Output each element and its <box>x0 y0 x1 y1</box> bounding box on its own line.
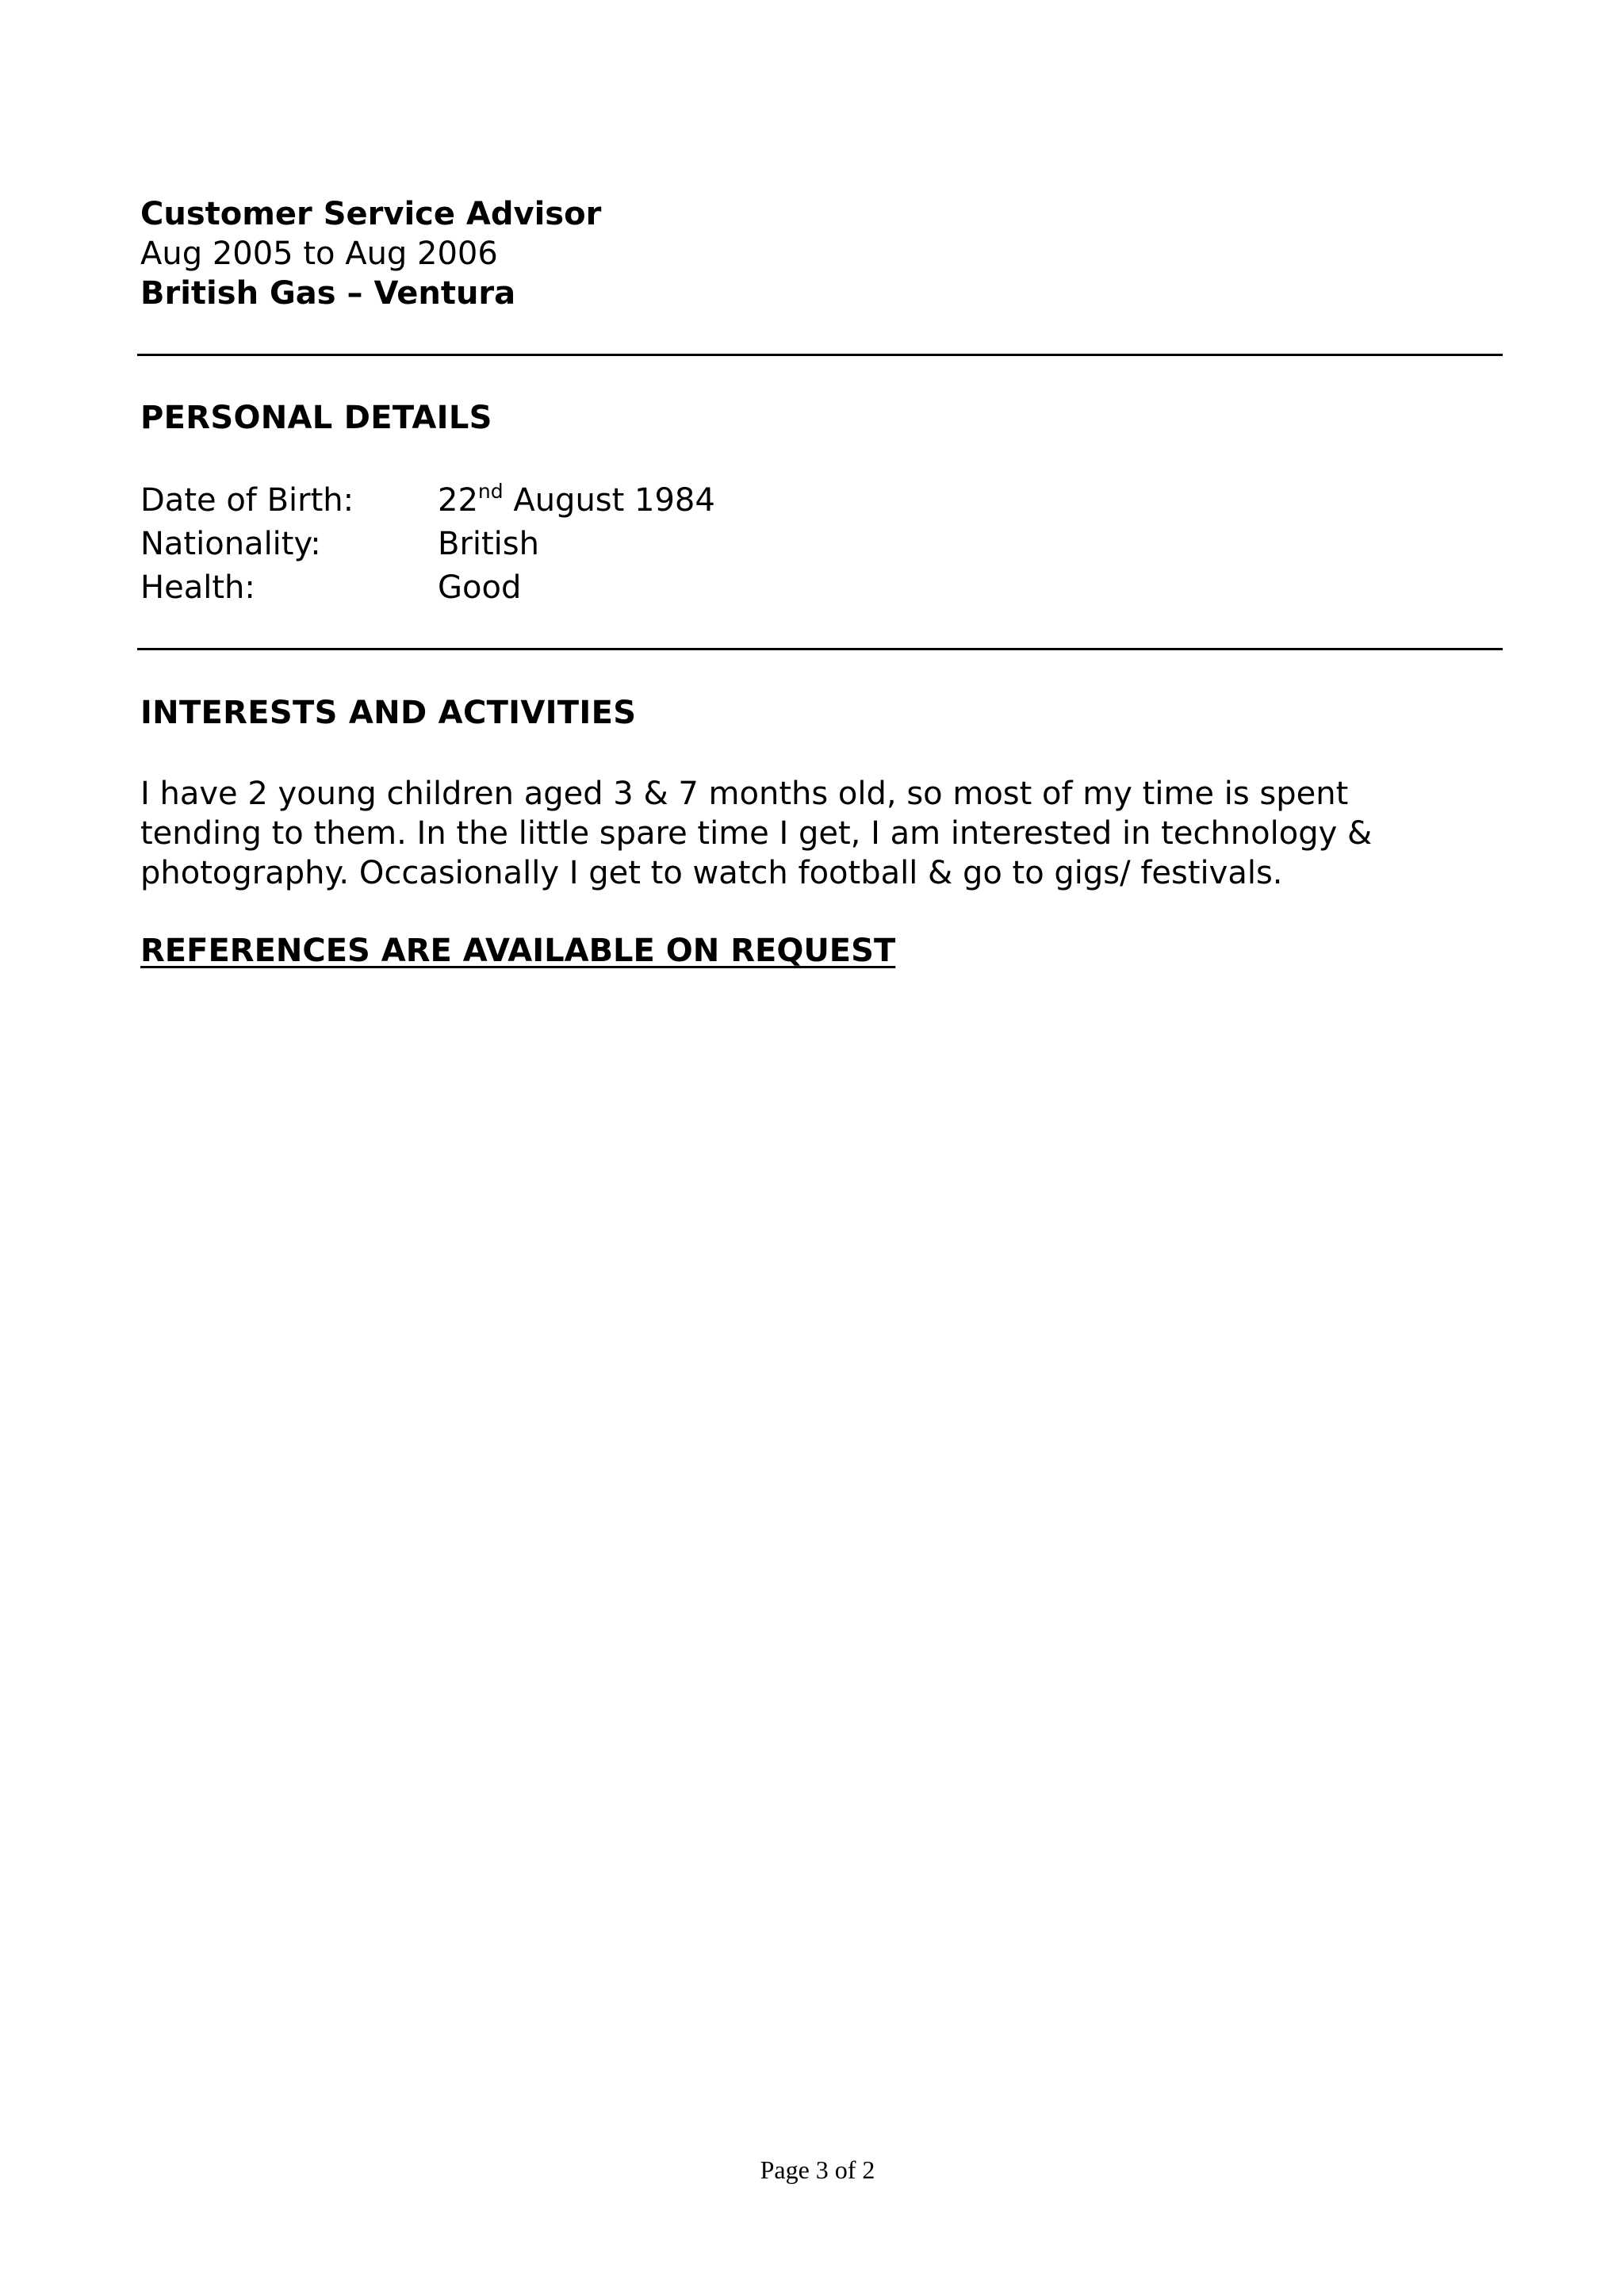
divider-line <box>137 648 1503 650</box>
interests-line: I have 2 young children aged 3 & 7 months old, so most of my time is spent <box>140 776 1349 812</box>
detail-row-health <box>140 566 715 610</box>
personal-details-list <box>140 479 715 610</box>
health-label: Health: <box>140 569 255 606</box>
job-company: British Gas – Ventura <box>140 275 516 312</box>
detail-row-dob <box>140 479 715 523</box>
nationality-value: British <box>438 526 539 562</box>
job-entry <box>140 194 601 313</box>
job-title: Customer Service Advisor <box>140 196 602 232</box>
dob-month-year: August 1984 <box>503 482 715 519</box>
interests-line: photography. Occasionally I get to watch football & go to gigs/ festivals. <box>140 855 1283 891</box>
interests-paragraph <box>140 774 1488 893</box>
dob-day: 22 <box>438 482 478 519</box>
health-value: Good <box>438 569 522 606</box>
personal-details-heading: PERSONAL DETAILS <box>140 400 492 436</box>
job-dates: Aug 2005 to Aug 2006 <box>140 236 498 272</box>
detail-row-nationality <box>140 523 715 566</box>
page-number-footer: Page 3 of 2 <box>760 2155 875 2184</box>
references-note: REFERENCES ARE AVAILABLE ON REQUEST <box>140 933 896 969</box>
interests-heading: INTERESTS AND ACTIVITIES <box>140 695 637 731</box>
dob-ordinal-suffix: nd <box>477 480 504 503</box>
nationality-label: Nationality: <box>140 526 321 562</box>
dob-value <box>438 479 715 523</box>
dob-label: Date of Birth: <box>140 482 354 519</box>
divider-line <box>137 354 1503 356</box>
interests-line: tending to them. In the little spare time I get, I am interested in technology & <box>140 815 1373 852</box>
